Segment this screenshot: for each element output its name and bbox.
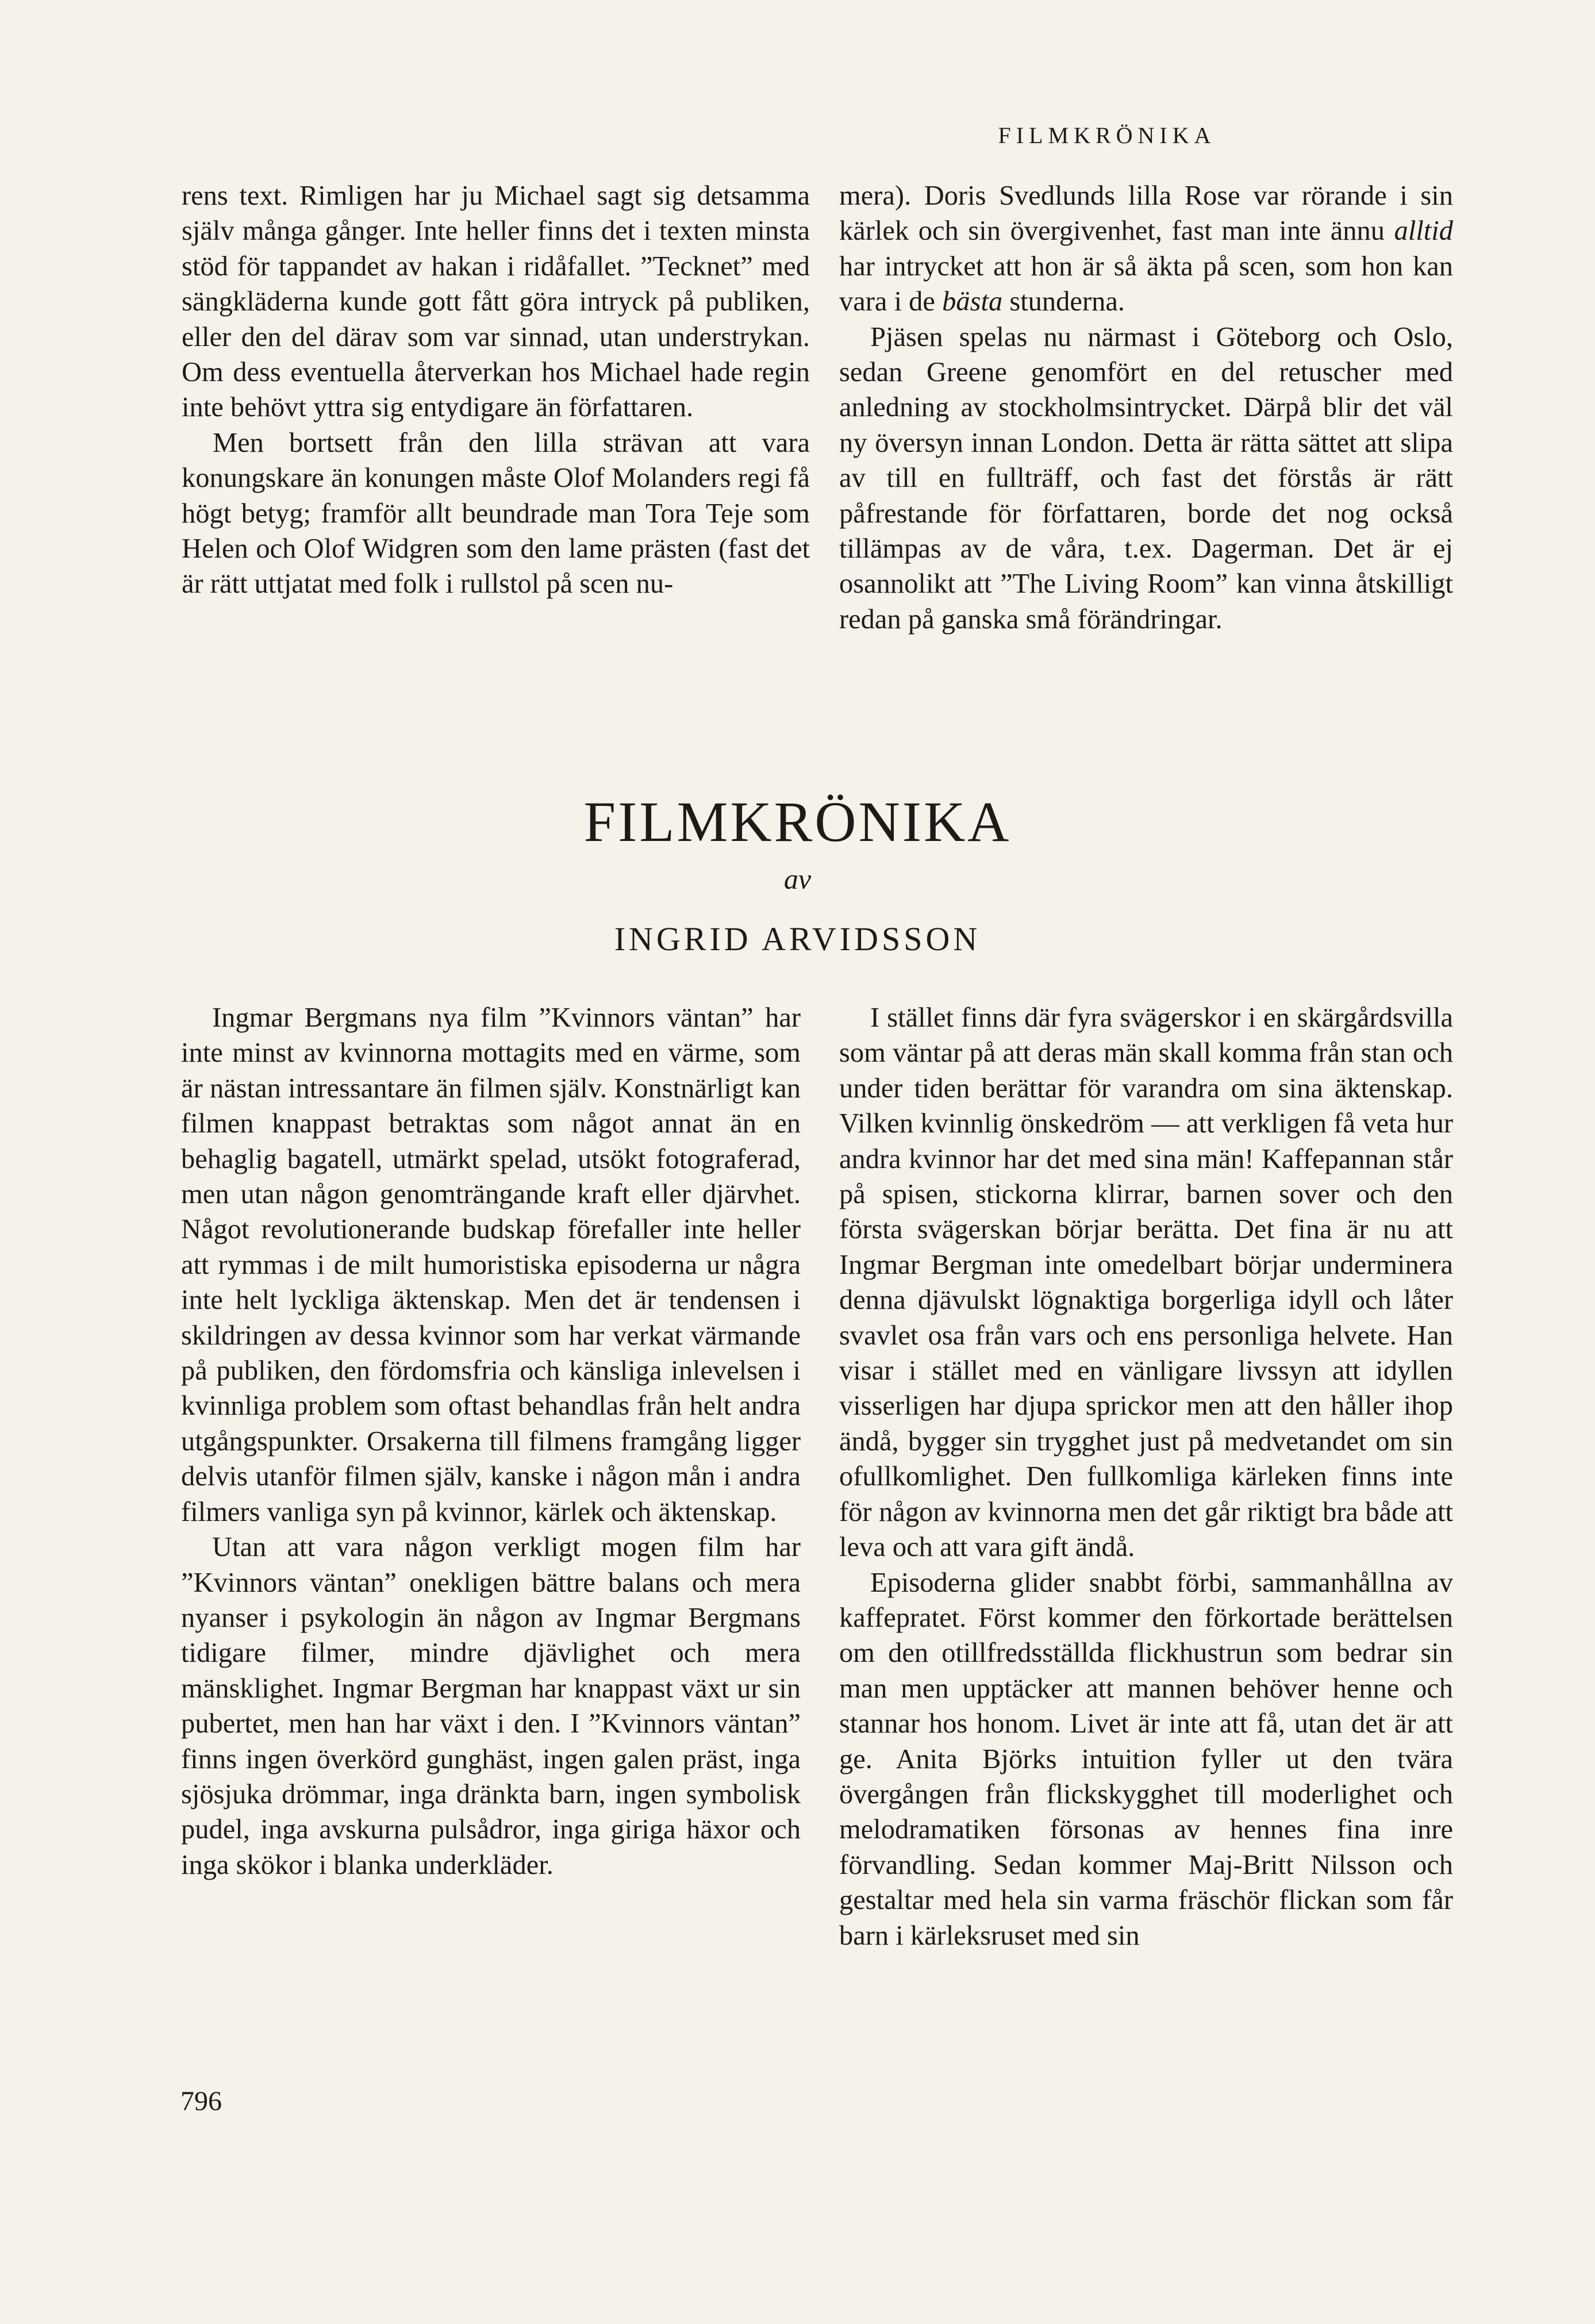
text-run: mera). Doris Svedlunds lilla Rose var rörande i sin kärlek och sin övergivenhet, fast man inte ännu [839,180,1453,247]
top-left-column [182,178,810,602]
paragraph: rens text. Rimligen har ju Michael sagt sig detsamma själv många gånger. Inte heller finns det i texten minsta stöd för tappandet av hakan i ridåfallet. ”Tecknet” med sängkläderna kunde gott fått göra intryck på publiken, eller den del därav som var sinnad, utan understrykan. Om dess eventuella återverkan hos Michael hade regin inte behövt yttra sig entydigare än författaren. [182,180,810,423]
article-author: INGRID ARVIDSSON [614,920,981,958]
running-head: FILMKRÖNIKA [998,122,1216,148]
paragraph: Episoderna glider snabbt förbi, sammanhållna av kaffepratet. Först kommer den förkortade berättelsen om den otillfredsställda flickhustrun som bedrar sin man men upptäcker att mannen behöver henne och stannar hos honom. Livet är inte att få, utan det är att ge. Anita Björks intuition fyller ut den tvära övergången från flickskygghet till moderlighet och melodramatiken försonas av hennes fina inre förvandling. Sedan kommer Maj-Britt Nilsson och gestaltar med hela sin varma fräschör flickan som får barn i kärleksruset med sin [839,1567,1453,1951]
bottom-left-column [181,1000,801,1883]
paragraph: Pjäsen spelas nu närmast i Göteborg och Oslo, sedan Greene genomfört en del retuscher med anledning av stockholmsintrycket. Därpå blir det väl ny översyn innan London. Detta är rätta sättet att slipa av till en fullträff, och fast det förstås är rätt påfrestande för författaren, borde det nog också tillämpas av de våra, t.ex. Dagerman. Det är ej osannolikt att ”The Living Room” kan vinna åtskilligt redan på ganska små förändringar. [839,321,1453,635]
article-byline-by: av [783,863,812,895]
paragraph: Men bortsett från den lilla strävan att vara konungskare än konungen måste Olof Molanders regi få högt betyg; framför allt beundrade man Tora Teje som Helen och Olof Widgren som den lame prästen (fast det är rätt uttjatat med folk i rullstol på scen nu- [182,427,810,600]
text-run: har intrycket att hon är så äkta på scen, som hon kan vara i de [839,251,1453,317]
text-run: stunderna. [1002,286,1125,317]
article-title: FILMKRÖNIKA [583,790,1012,854]
page-number: 796 [180,2086,222,2116]
italic-text: alltid [1394,216,1453,247]
paragraph [839,178,1453,320]
paragraph: Ingmar Bergmans nya film ”Kvinnors väntan” har inte minst av kvinnorna mottagits med en värme, som är nästan intressantare än filmen själv. Konstnärligt kan filmen knappast betraktas som något annat än en behaglig bagatell, utmärkt spelad, utsökt fotograferad, men utan någon genomträngande kraft eller djärvhet. Något revolutionerande budskap förefaller inte heller att rymmas i de milt humoristiska episoderna ur några inte helt lyckliga äktenskap. Men det är tendensen i skildringen av dessa kvinnor som har verkat värmande på publiken, den fördomsfria och känsliga inlevelsen i kvinnliga problem som oftast behandlas från helt andra utgångspunkter. Orsakerna till filmens framgång ligger delvis utanför filmen själv, kanske i någon mån i andra filmers vanliga syn på kvinnor, kärlek och äktenskap. [181,1002,801,1527]
top-right-column [839,178,1453,637]
italic-text: bästa [942,286,1003,317]
paragraph: Utan att vara någon verkligt mogen film har ”Kvinnors väntan” onekligen bättre balans och mera nyanser i psykologin än någon av Ingmar Bergmans tidigare filmer, mindre djävlighet och mera mänsklighet. Ingmar Bergman har knappast växt ur sin pubertet, men han har växt i den. I ”Kvinnors väntan” finns ingen överkörd gunghäst, ingen galen präst, inga sjösjuka drömmar, inga dränkta barn, ingen symbolisk pudel, inga avskurna pulsådror, inga giriga häxor och inga skökor i blanka underkläder. [181,1532,801,1880]
paragraph: I stället finns där fyra svägerskor i en skärgårdsvilla som väntar på att deras män skall komma från stan och under tiden berättar för varandra om sina äktenskap. Vilken kvinnlig önskedröm — att verkligen få veta hur andra kvinnor har det med sina män! Kaffepannan står på spisen, stickorna klirrar, barnen sover och den första svägerskan börjar berätta. Det fina är nu att Ingmar Bergman inte omedelbart börjar underminera denna djävulskt lögnaktiga borgerliga idyll och låter svavlet osa från vars och ens personliga helvete. Han visar i stället med en vänligare livssyn att idyllen visserligen har djupa sprickor men att den håller ihop ändå, bygger sin trygghet just på medvetandet om sin ofullkomlighet. Den fullkomliga kärleken finns inte för någon av kvinnorna men det går riktigt bra både att leva och att vara gift ändå. [839,1002,1453,1563]
bottom-right-column [839,1000,1453,1953]
